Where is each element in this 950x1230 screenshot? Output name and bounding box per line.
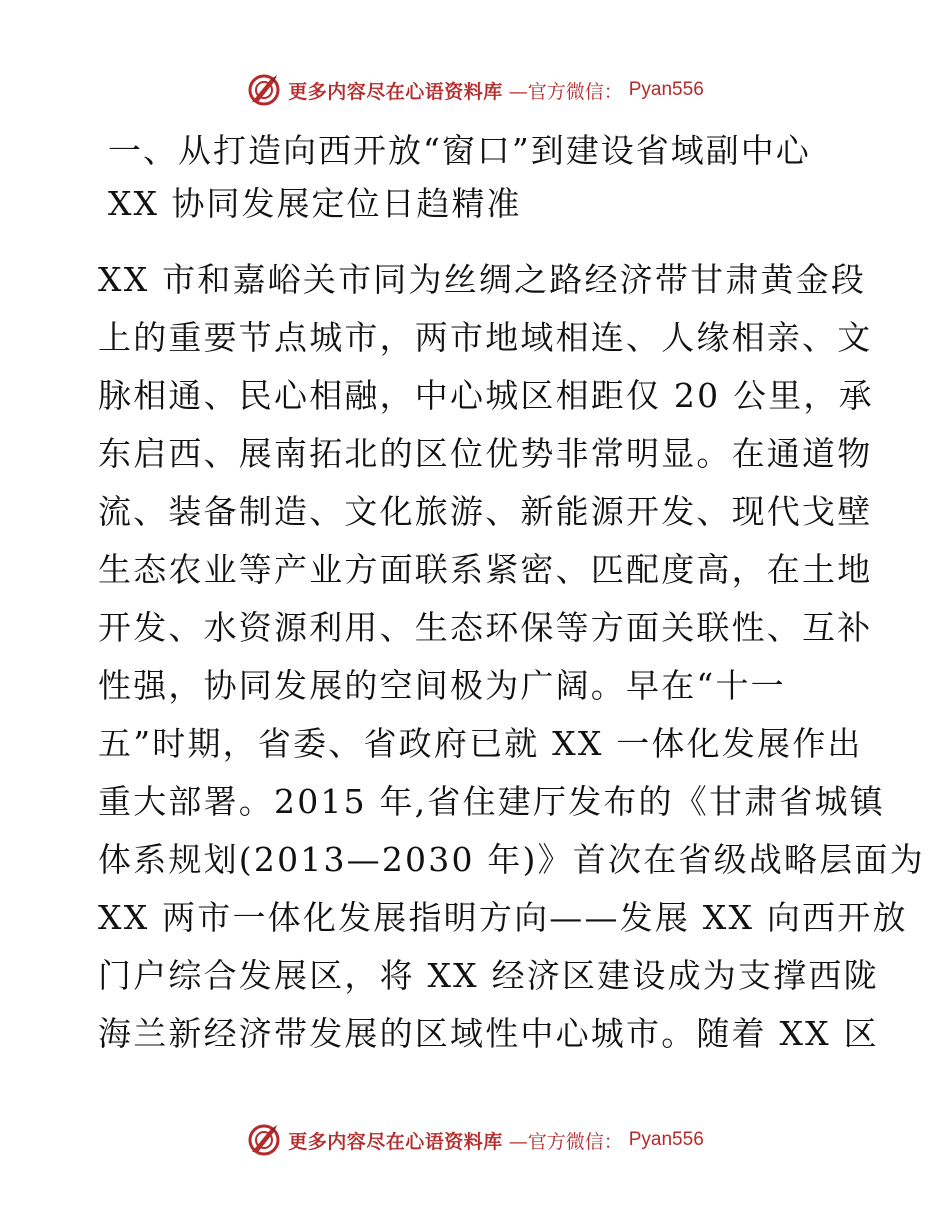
heading-line: 一、从打造向西开放“窗口”到建设省域副中心 [108,131,811,170]
watermark-separator: —官方微信： [508,80,623,103]
paragraph-line: XX 两市一体化发展指明方向——发展 XX 向西开放 [98,898,908,937]
paragraph-line: 开发、水资源利用、生态环保等方面关联性、互补 [98,608,873,647]
footer-watermark [0,1120,950,1160]
watermark-handle: Pyan556 [628,79,704,100]
section-heading [108,124,868,230]
paragraph-line: 生态农业等产业方面联系紧密、匹配度高，在土地 [98,550,873,589]
paragraph-line: 东启西、展南拓北的区位优势非常明显。在通道物 [98,434,873,473]
quill-logo-icon [246,1122,282,1158]
heading-line: XX 协同发展定位日趋精准 [108,184,522,223]
paragraph-line: 流、装备制造、文化旅游、新能源开发、现代戈壁 [98,492,873,531]
paragraph-line: 上的重要节点城市，两市地域相连、人缘相亲、文 [98,318,873,357]
paragraph-line: 性强，协同发展的空间极为广阔。早在“十一 [98,666,786,705]
watermark-handle: Pyan556 [628,1129,704,1150]
quill-logo-icon [246,72,282,108]
watermark-text: 更多内容尽在心语资料库 [288,80,503,103]
paragraph-line: 脉相通、民心相融，中心城区相距仅 20 公里，承 [98,376,874,415]
watermark-text: 更多内容尽在心语资料库 [288,1130,503,1153]
paragraph-line: 重大部署。2015 年,省住建厅发布的《甘肃省城镇 [98,782,885,821]
paragraph-line: 门户综合发展区，将 XX 经济区建设成为支撑西陇 [98,956,879,995]
header-watermark [0,70,950,110]
paragraph-line: 五”时期，省委、省政府已就 XX 一体化发展作出 [98,724,863,763]
body-paragraph [98,251,925,1063]
paragraph-line: 体系规划(2013—2030 年)》首次在省级战略层面为 [98,840,925,879]
paragraph-line: XX 市和嘉峪关市同为丝绸之路经济带甘肃黄金段 [98,260,867,299]
watermark-separator: —官方微信： [508,1130,623,1153]
paragraph-line: 海兰新经济带发展的区域性中心城市。随着 XX 区 [98,1014,879,1053]
